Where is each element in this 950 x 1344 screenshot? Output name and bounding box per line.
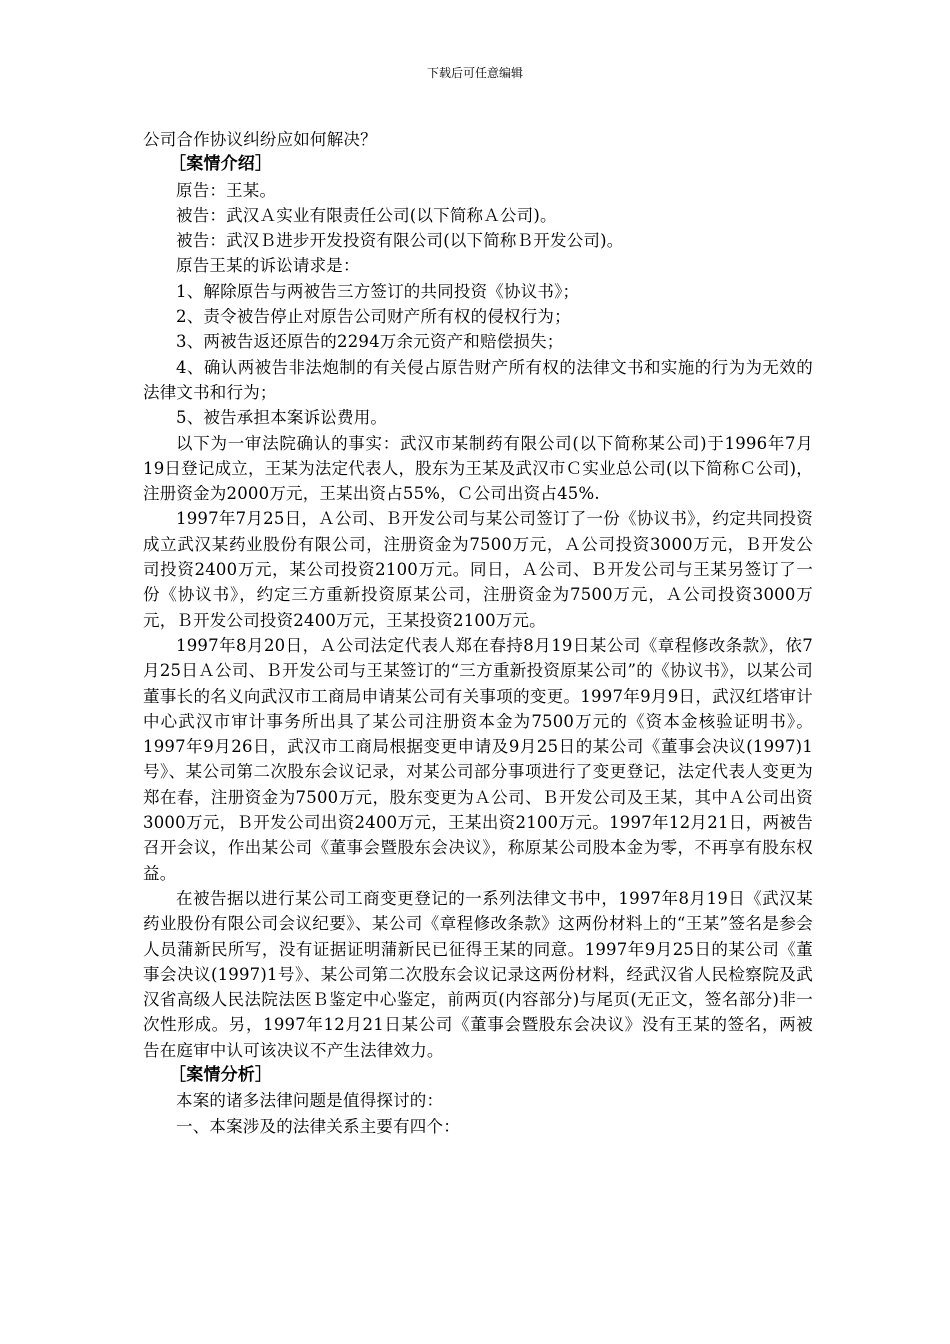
claim-item: 5、被告承担本案诉讼费用。 (176, 408, 388, 428)
page-header-note: 下载后可任意编辑 (426, 66, 523, 80)
defendant-line-2: 被告：武汉Ｂ进步开发投资有限公司(以下简称Ｂ开发公司)。 (176, 231, 624, 251)
claim-item: 3、两被告返还原告的2294万余元资产和赔偿损失； (176, 332, 564, 352)
defendant-line-1: 被告：武汉Ａ实业有限责任公司(以下简称Ａ公司)。 (176, 205, 557, 225)
claim-item: 2、责令被告停止对原告公司财产所有权的侵权行为； (176, 307, 571, 327)
analysis-intro: 本案的诸多法律问题是值得探讨的： (176, 1091, 444, 1111)
document-body (143, 127, 813, 1139)
analysis-point: 一、本案涉及的法律关系主要有四个： (176, 1116, 460, 1136)
facts-paragraph: 以下为一审法院确认的事实：武汉市某制药有限公司(以下简称某公司)于1996年7月19日登记成立，王某为法定代表人，股东为王某及武汉市Ｃ实业总公司(以下简称Ｃ公司)，注册资金为2000万元，王某出资占55%，Ｃ公司出资占45%. (143, 433, 813, 504)
section-heading-case-introduction: ［案情介绍］ (169, 154, 273, 175)
document-question: 公司合作协议纠纷应如何解决？ (143, 130, 377, 149)
claim-item: 1、解除原告与两被告三方签订的共同投资《协议书》； (176, 281, 580, 301)
facts-paragraph: 1997年7月25日，Ａ公司、Ｂ开发公司与某公司签订了一份《协议书》，约定共同投资成立武汉某药业股份有限公司，注册资金为7500万元，Ａ公司投资3000万元，Ｂ开发公司投资2400万元，某公司投资2100万元。同日，Ａ公司、Ｂ开发公司与王某另签订了一份《协议书》，约定三方重新投资原某公司，注册资金为7500万元，Ａ公司投资3000万元，Ｂ开发公司投资2400万元，王某投资2100万元。 (143, 509, 813, 630)
facts-paragraph: 在被告据以进行某公司工商变更登记的一系列法律文书中，1997年8月19日《武汉某药业股份有限公司会议纪要》、某公司《章程修改条款》这两份材料上的“王某”签名是参会人员蒲新民所写，没有证据证明蒲新民已征得王某的同意。1997年9月25日的某公司《董事会决议(1997)1号》、某公司第二次股东会议记录这两份材料，经武汉省人民检察院及武汉省高级人民法院法医Ｂ鉴定中心鉴定，前两页(内容部分)与尾页(无正文，签名部分)非一次性形成。另，1997年12月21日某公司《董事会暨股东会决议》没有王某的签名，两被告在庭审中认可该决议不产生法律效力。 (143, 888, 813, 1060)
section-heading-case-analysis: ［案情分析］ (169, 1064, 273, 1085)
plaintiff-line: 原告：王某。 (176, 180, 277, 200)
claim-item: 4、确认两被告非法炮制的有关侵占原告财产所有权的法律文书和实施的行为为无效的法律文书和行为； (143, 357, 813, 402)
facts-paragraph: 1997年8月20日，Ａ公司法定代表人郑在春持8月19日某公司《章程修改条款》，依7月25日Ａ公司、Ｂ开发公司与王某签订的“三方重新投资原某公司”的《协议书》，以某公司董事长的名义向武汉市工商局申请某公司有关事项的变更。1997年9月9日，武汉红塔审计中心武汉市审计事务所出具了某公司注册资本金为7500万元的《资本金核验证明书》。1997年9月26日，武汉市工商局根据变更申请及9月25日的某公司《董事会决议(1997)1号》、某公司第二次股东会议记录，对某公司部分事项进行了变更登记，法定代表人变更为郑在春，注册资金为7500万元，股东变更为Ａ公司、Ｂ开发公司及王某，其中Ａ公司出资3000万元，Ｂ开发公司出资2400万元，王某出资2100万元。1997年12月21日，两被告召开会议，作出某公司《董事会暨股东会决议》，称原某公司股本金为零，不再享有股东权益。 (143, 635, 813, 883)
claims-intro: 原告王某的诉讼请求是： (176, 256, 360, 276)
